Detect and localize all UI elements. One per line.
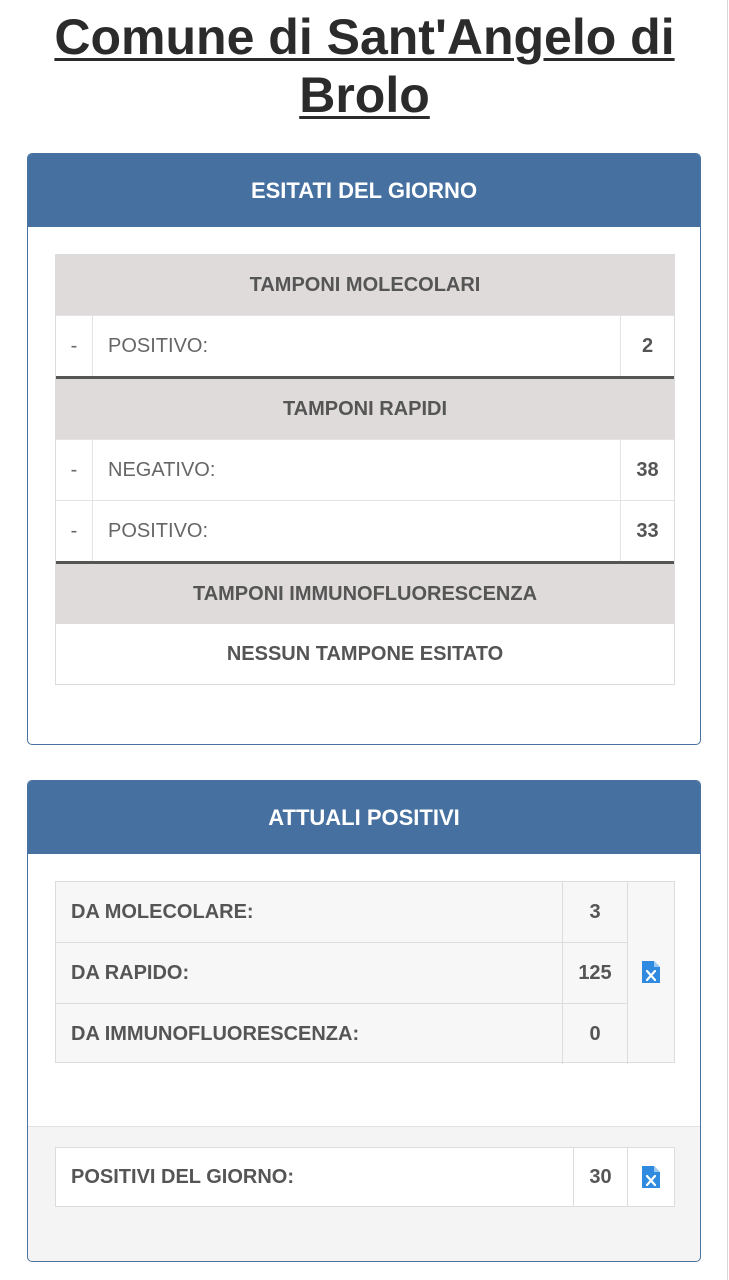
row-label: DA IMMUNOFLUORESCENZA: [56,1004,563,1064]
esitati-panel-header: ESITATI DEL GIORNO [28,154,700,227]
positivi-giorno-label: POSITIVI DEL GIORNO: [56,1148,574,1206]
table-row [56,882,628,943]
row-value: 38 [636,459,659,481]
attuali-table [55,881,675,1063]
export-giorno-button[interactable] [628,1148,674,1206]
row-label: POSITIVO: [93,501,621,561]
attuali-panel [27,780,701,1262]
table-row [56,315,674,376]
row-dash: - [56,316,93,376]
excel-file-icon[interactable] [642,961,660,983]
row-value: 0 [563,1004,628,1064]
export-attuali-button[interactable] [628,882,674,1062]
page-title: Comune di Sant'Angelo di Brolo [54,9,675,123]
table-row [56,1004,628,1064]
attuali-rows [56,882,628,1062]
positivi-giorno-value: 30 [574,1148,628,1206]
row-dash: - [56,440,93,500]
row-value: 2 [641,335,654,357]
esitati-panel [27,153,701,745]
section-molecolari: TAMPONI MOLECOLARI [56,255,674,315]
attuali-panel-header: ATTUALI POSITIVI [28,781,700,854]
row-value: 3 [563,882,628,942]
row-dash: - [56,501,93,561]
excel-file-icon[interactable] [642,1166,660,1188]
row-label: DA RAPIDO: [56,943,563,1003]
attuali-body [28,854,700,1127]
row-label: NEGATIVO: [93,440,621,500]
row-label: POSITIVO: [93,316,621,376]
row-label: DA MOLECOLARE: [56,882,563,942]
positivi-giorno-table [55,1147,675,1207]
page-edge-rule [727,0,728,1280]
section-rapidi: TAMPONI RAPIDI [56,379,674,439]
table-row [56,943,628,1004]
row-value: 33 [636,520,659,542]
table-row [56,439,674,500]
esitati-table [55,254,675,685]
section-immuno: TAMPONI IMMUNOFLUORESCENZA [56,564,674,624]
row-value: 125 [563,943,628,1003]
empty-message: NESSUN TAMPONE ESITATO [56,624,674,684]
table-row [56,500,674,561]
